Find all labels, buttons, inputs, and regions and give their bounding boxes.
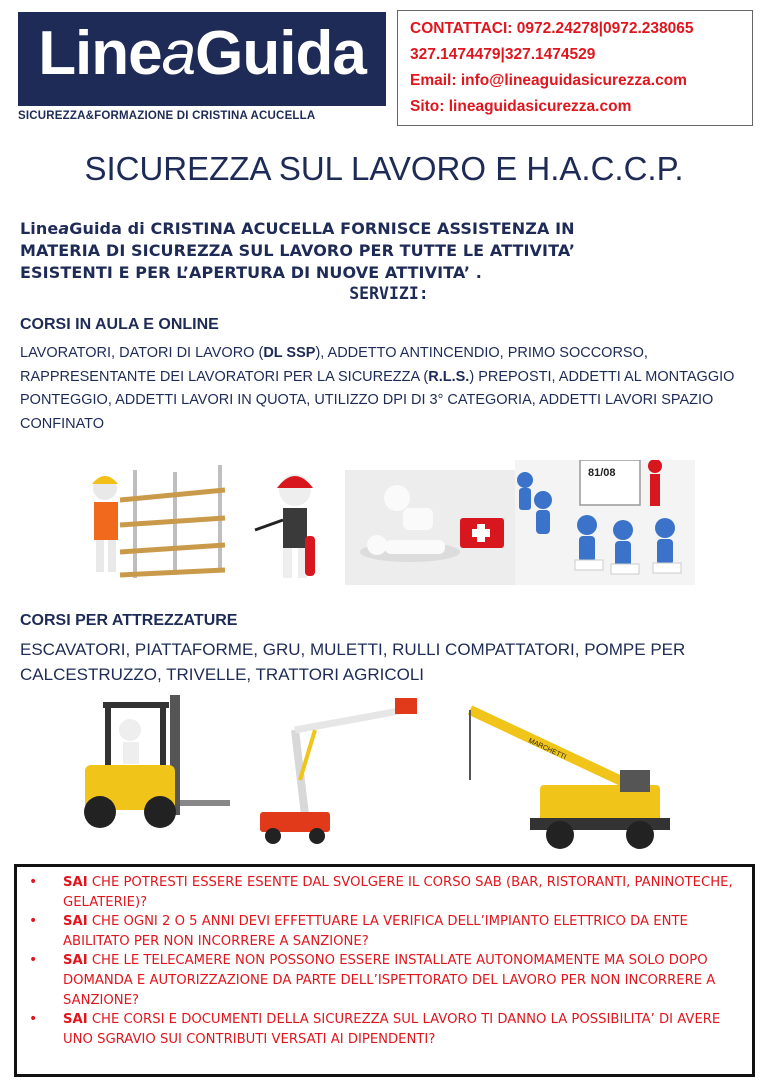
scaffolding-illustration: [80, 460, 230, 585]
services-heading: SERVIZI:: [349, 284, 429, 303]
list-item: • SAI CHE OGNI 2 O 5 ANNI DEVI EFFETTUARE LA VERIFICA DELL’IMPIANTO ELETTRICO DA ENTE ABILITATO PER NON INCORRERE A SANZIONE?: [29, 913, 688, 949]
classroom-illustration: [515, 460, 695, 585]
contact-mobiles: 327.1474479|327.1474529: [410, 46, 596, 63]
contact-website[interactable]: Sito: lineaguidasicurezza.com: [410, 98, 632, 115]
page-title: SICUREZZA SUL LAVORO E H.A.C.C.P.: [84, 150, 684, 187]
section-text-equipment: ESCAVATORI, PIATTAFORME, GRU, MULETTI, RULLI COMPATTATORI, POMPE PER CALCESTRUZZO, TRIVELLE, TRATTORI AGRICOLI: [20, 640, 686, 684]
section-title-courses: CORSI IN AULA E ONLINE: [20, 316, 219, 333]
contact-phones: CONTATTACI: 0972.24278|0972.238065: [410, 20, 694, 37]
contact-email[interactable]: Email: info@lineaguidasicurezza.com: [410, 72, 687, 89]
intro-paragraph: LineaGuida di CRISTINA ACUCELLA FORNISCE ASSISTENZA IN MATERIA DI SICUREZZA SUL LAVORO PER TUTTE LE ATTIVITA’ ESISTENTI E PER L’APERTURA DI NUOVE ATTIVITA’ .: [20, 219, 576, 282]
did-you-know-list: [17, 867, 752, 1049]
equipment-illustrations: [75, 690, 675, 855]
courses-illustrations: [80, 460, 700, 585]
section-title-equipment: CORSI PER ATTREZZATURE: [20, 612, 238, 629]
did-you-know-box: [14, 864, 755, 1077]
logo-wordmark: LineaGuida: [38, 19, 366, 88]
list-item: • SAI CHE POTRESTI ESSERE ESENTE DAL SVOLGERE IL CORSO SAB (BAR, RISTORANTI, PANINOTECHE, GELATERIE)?: [29, 874, 733, 910]
section-text-courses: LAVORATORI, DATORI DI LAVORO (DL SSP), ADDETTO ANTINCENDIO, PRIMO SOCCORSO, RAPPRESENTANTE DEI LAVORATORI PER LA SICUREZZA (R.L.S.) PREPOSTI, ADDETTI AL MONTAGGIO PONTEGGIO, ADDETTI LAVORI IN QUOTA, UTILIZZO DPI DI 3° CATEGORIA, ADDETTI LAVORI SPAZIO CONFINATO: [20, 345, 735, 432]
firefighter-illustration: [255, 474, 315, 578]
crane-illustration: [470, 710, 670, 849]
list-item: • SAI CHE CORSI E DOCUMENTI DELLA SICUREZZA SUL LAVORO TI DANNO LA POSSIBILITA’ DI AVERE UNO SGRAVIO SUI CONTRIBUTI VERSATI AI DIPENDENTI?: [29, 1011, 721, 1047]
crane-brand-label: MARCHETTI: [527, 737, 568, 762]
logo: [18, 12, 386, 106]
first-aid-illustration: [345, 470, 515, 585]
logo-subtitle: SICUREZZA&FORMAZIONE DI CRISTINA ACUCELLA: [18, 110, 316, 122]
list-item: • SAI CHE LE TELECAMERE NON POSSONO ESSERE INSTALLATE AUTONOMAMENTE MA SOLO DOPO DOMANDA E AUTORIZZAZIONE DA PARTE DELL’ISPETTORATO DEL LAVORO PER NON INCORRERE A SANZIONE?: [29, 952, 716, 1008]
forklift-illustration: [84, 695, 230, 828]
contact-box: [397, 10, 753, 126]
aerial-platform-illustration: [260, 698, 417, 844]
board-label: 81/08: [588, 467, 616, 479]
